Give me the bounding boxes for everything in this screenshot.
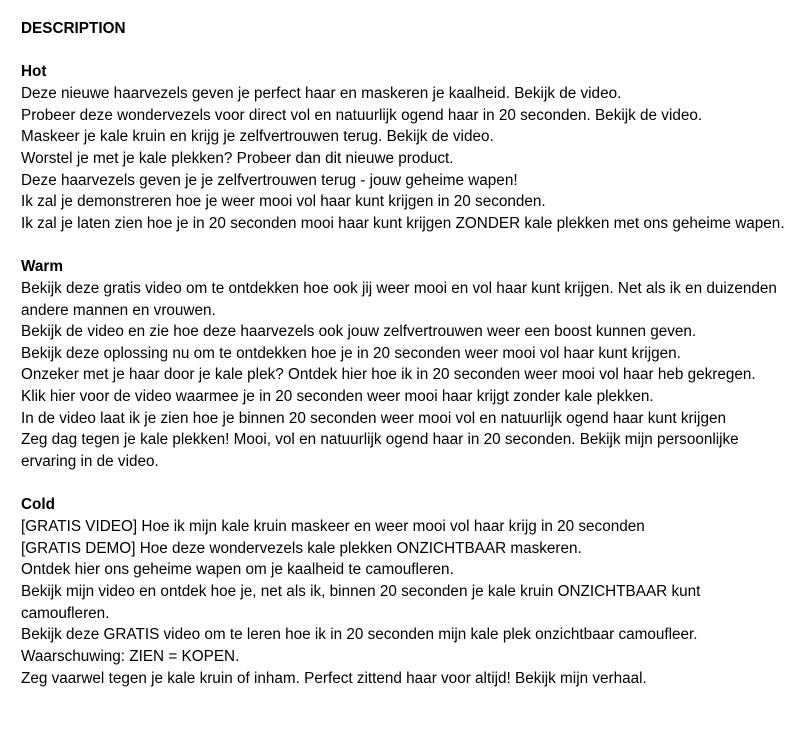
section-heading-hot: Hot: [21, 63, 47, 81]
description-line: Ik zal je demonstreren hoe je weer mooi vol haar kunt krijgen in 20 seconden.: [21, 193, 546, 211]
section-warm: [21, 256, 793, 473]
description-line: Bekijk de video en zie hoe deze haarvezels ook jouw zelfvertrouwen weer een boost kunnen geven.: [21, 323, 697, 341]
description-line: Zeg vaarwel tegen je kale kruin of inham. Perfect zittend haar voor altijd! Bekijk mijn verhaal.: [21, 669, 647, 687]
description-line: Waarschuwing: ZIEN = KOPEN.: [21, 647, 240, 665]
description-line: In de video laat ik je zien hoe je binnen 20 seconden weer mooi vol en natuurlijk ogend haar kunt krijgen: [21, 409, 726, 427]
section-heading-warm: Warm: [21, 258, 63, 276]
description-line: Onzeker met je haar door je kale plek? Ontdek hier hoe ik in 20 seconden weer mooi vol haar heb gekregen.: [21, 366, 756, 384]
spacer: [21, 473, 793, 495]
description-line: [GRATIS VIDEO] Hoe ik mijn kale kruin maskeer en weer mooi vol haar krijg in 20 seconden: [21, 518, 645, 536]
description-line: Bekijk deze oplossing nu om te ontdekken hoe je in 20 seconden weer mooi vol haar kunt krijgen.: [21, 344, 681, 362]
description-line: Bekijk deze GRATIS video om te leren hoe ik in 20 seconden mijn kale plek onzichtbaar camoufleer.: [21, 626, 698, 644]
spacer: [21, 40, 793, 62]
document-title: DESCRIPTION: [21, 20, 126, 37]
description-line: Zeg dag tegen je kale plekken! Mooi, vol en natuurlijk ogend haar in 20 seconden. Bekijk mijn persoonlijke ervaring in de video.: [21, 431, 739, 471]
description-line: Worstel je met je kale plekken? Probeer dan dit nieuwe product.: [21, 149, 454, 167]
description-line: Bekijk deze gratis video om te ontdekken hoe ook jij weer mooi en vol haar kunt krijgen. Net als ik en duizenden andere mannen en vrouwen.: [21, 279, 777, 319]
description-line: Ontdek hier ons geheime wapen om je kaalheid te camoufleren.: [21, 561, 454, 579]
description-line: Bekijk mijn video en ontdek hoe je, net als ik, binnen 20 seconden je kale kruin ONZICHTBAAR kunt camoufleren.: [21, 583, 701, 622]
section-heading-cold: Cold: [21, 496, 55, 514]
description-line: Ik zal je laten zien hoe je in 20 seconden mooi haar kunt krijgen ZONDER kale plekken met ons geheime wapen.: [21, 214, 785, 232]
description-line: Probeer deze wondervezels voor direct vol en natuurlijk ogend haar in 20 seconden. Bekijk de video.: [21, 106, 703, 124]
description-line: Klik hier voor de video waarmee je in 20 seconden weer mooi haar krijgt zonder kale plekken.: [21, 388, 654, 406]
description-line: Deze nieuwe haarvezels geven je perfect haar en maskeren je kaalheid. Bekijk de video.: [21, 84, 622, 102]
section-hot: [21, 61, 793, 234]
description-line: [GRATIS DEMO] Hoe deze wondervezels kale plekken ONZICHTBAAR maskeren.: [21, 539, 582, 557]
description-line: Maskeer je kale kruin en krijg je zelfvertrouwen terug. Bekijk de video.: [21, 128, 494, 146]
section-cold: [21, 494, 793, 689]
document-page: [21, 18, 793, 689]
spacer: [21, 235, 793, 257]
description-line: Deze haarvezels geven je je zelfvertrouwen terug - jouw geheime wapen!: [21, 171, 518, 189]
